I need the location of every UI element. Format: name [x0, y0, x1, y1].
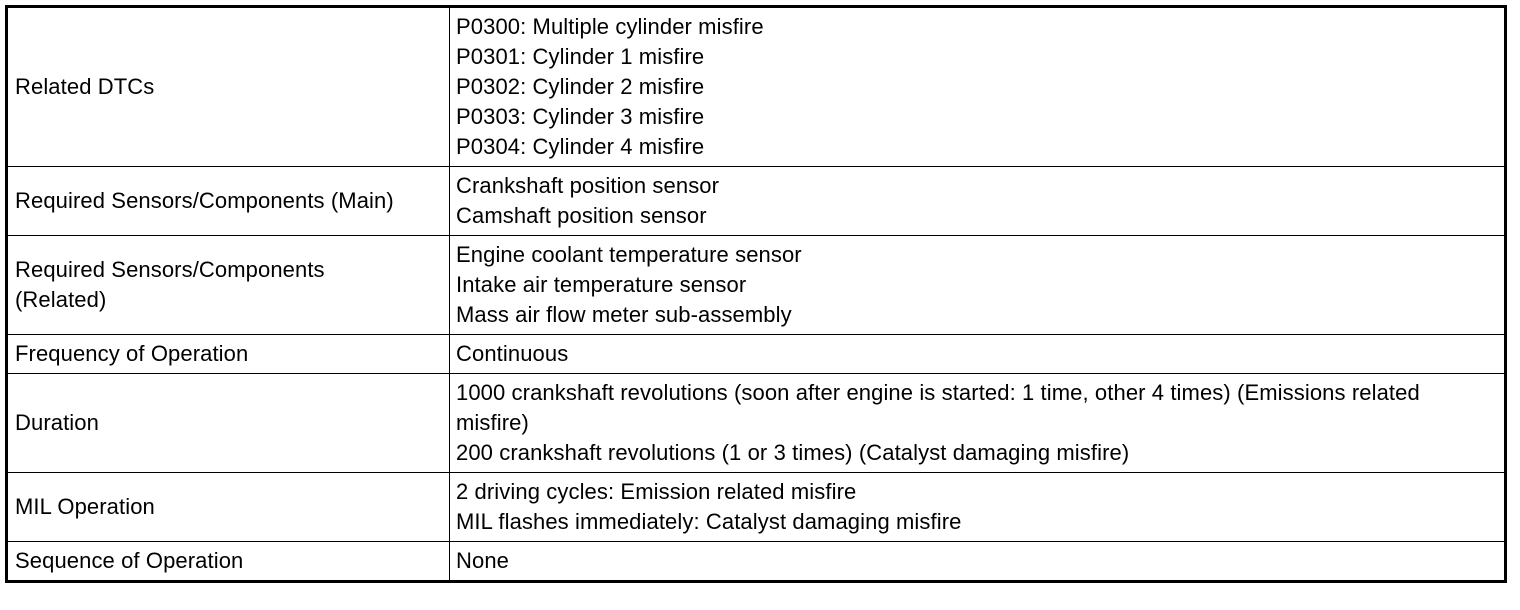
dtc-entry: P0303: Cylinder 3 misfire	[456, 104, 705, 129]
row-value	[450, 236, 1506, 335]
sensor-entry: Mass air flow meter sub-assembly	[456, 302, 792, 327]
table-row-related-dtcs	[7, 7, 1506, 167]
row-value	[450, 7, 1506, 167]
sensor-entry: Engine coolant temperature sensor	[456, 242, 802, 267]
row-label-text: Duration	[15, 410, 99, 435]
row-label-text: Related DTCs	[15, 74, 155, 99]
row-label	[7, 7, 450, 167]
row-value	[450, 374, 1506, 473]
dtc-entry: P0300: Multiple cylinder misfire	[456, 14, 764, 39]
duration-entry: 200 crankshaft revolutions (1 or 3 times) (Catalyst damaging misfire)	[456, 440, 1130, 465]
sensor-entry: Camshaft position sensor	[456, 203, 707, 228]
row-label-text: Required Sensors/Components (Main)	[15, 188, 394, 213]
sensor-entry: Intake air temperature sensor	[456, 272, 747, 297]
sensor-entry: Crankshaft position sensor	[456, 173, 720, 198]
table-row-required-sensors-main	[7, 167, 1506, 236]
duration-entry: 1000 crankshaft revolutions (soon after engine is started: 1 time, other 4 times) (Emissions related misfire)	[456, 380, 1420, 435]
row-label	[7, 374, 450, 473]
monitor-description-table	[5, 5, 1507, 583]
row-label	[7, 542, 450, 582]
row-label	[7, 167, 450, 236]
row-label	[7, 335, 450, 374]
row-value	[450, 473, 1506, 542]
table-row-mil-operation	[7, 473, 1506, 542]
value-entry: Continuous	[456, 341, 569, 366]
row-label-text: Sequence of Operation	[15, 548, 244, 573]
table-row-frequency-of-operation	[7, 335, 1506, 374]
dtc-entry: P0301: Cylinder 1 misfire	[456, 44, 705, 69]
dtc-entry: P0302: Cylinder 2 misfire	[456, 74, 705, 99]
row-value	[450, 167, 1506, 236]
table-row-duration	[7, 374, 1506, 473]
mil-entry: MIL flashes immediately: Catalyst damaging misfire	[456, 509, 962, 534]
dtc-entry: P0304: Cylinder 4 misfire	[456, 134, 705, 159]
row-label-text: MIL Operation	[15, 494, 155, 519]
table-row-sequence-of-operation	[7, 542, 1506, 582]
row-label	[7, 473, 450, 542]
value-entry: None	[456, 548, 509, 573]
row-value	[450, 335, 1506, 374]
row-label-text: (Related)	[15, 287, 107, 312]
table-row-required-sensors-related	[7, 236, 1506, 335]
row-label	[7, 236, 450, 335]
row-label-text: Required Sensors/Components	[15, 257, 325, 282]
row-value	[450, 542, 1506, 582]
row-label-text: Frequency of Operation	[15, 341, 249, 366]
mil-entry: 2 driving cycles: Emission related misfire	[456, 479, 857, 504]
